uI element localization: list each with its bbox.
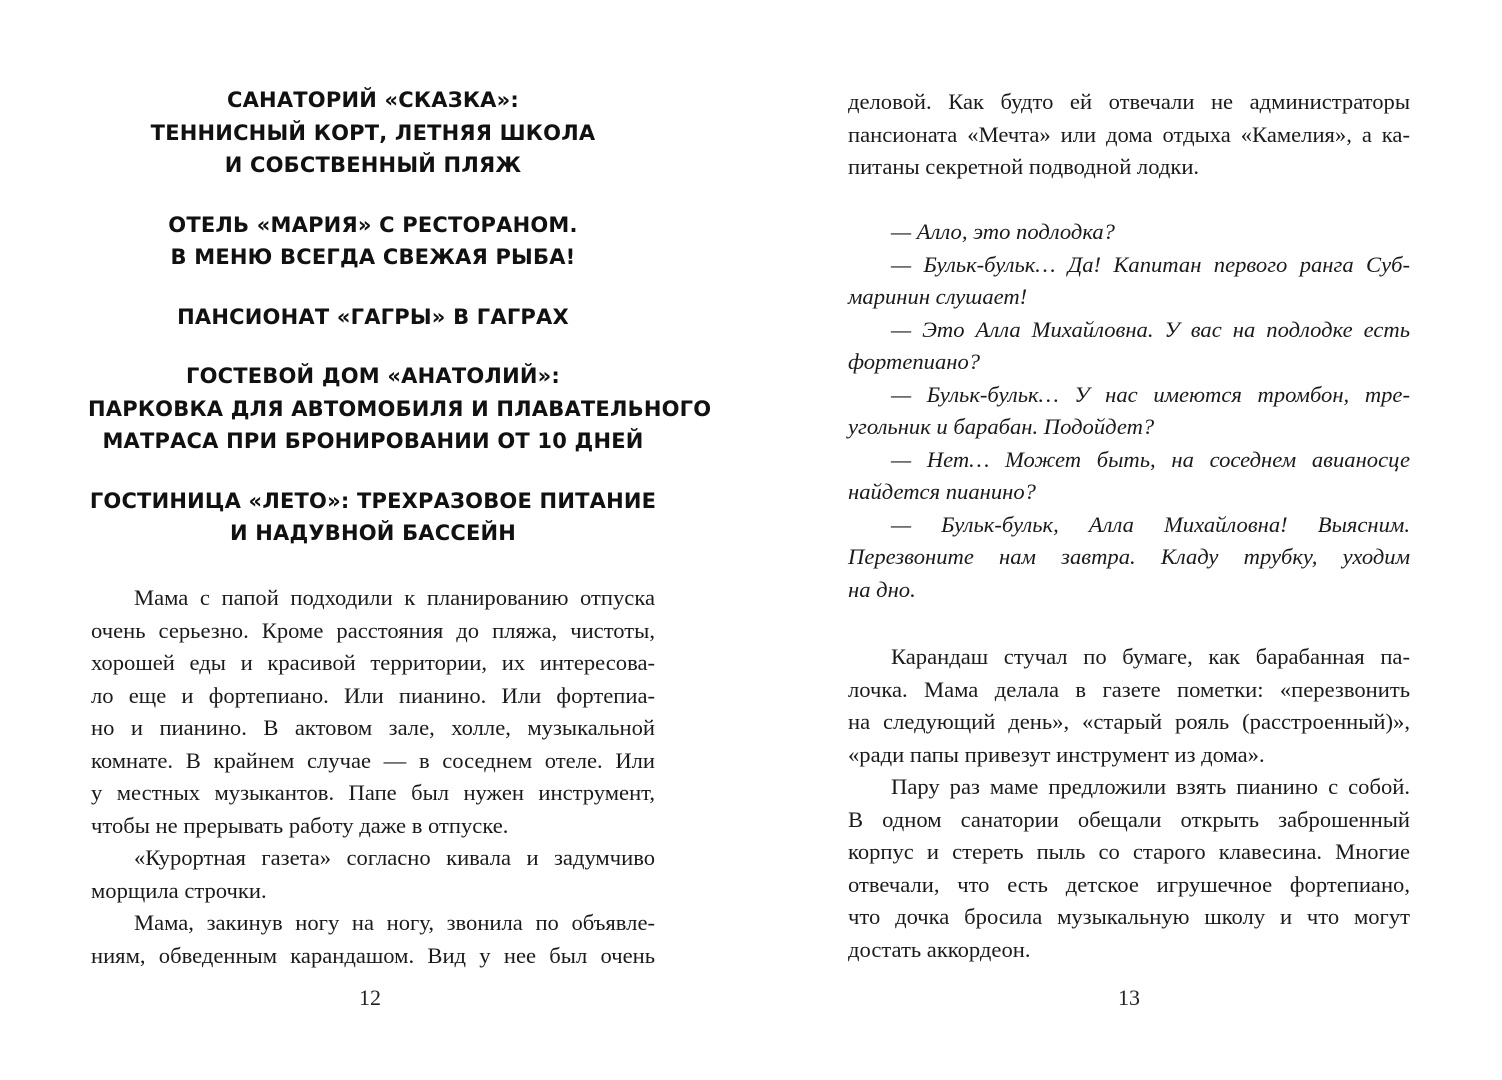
text-line: Карандаш стучал по бумаге, как барабанная па-: [891, 644, 1410, 669]
dialogue-line: на дно.: [848, 576, 916, 602]
text-line: что дочка бросила музыкальную школу и что могут: [848, 904, 1410, 929]
text-line: у местных музыкантов. Папе был нужен инструмент,: [91, 780, 655, 805]
ad-line: ТЕННИСНЫЙ КОРТ, ЛЕТНЯЯ ШКОЛА: [150, 120, 596, 145]
dialogue-line: маринин слушает!: [848, 284, 1028, 309]
ad-line: И СОБСТВЕННЫЙ ПЛЯЖ: [224, 153, 522, 177]
submarine-dialogue: [848, 216, 1410, 606]
page-number-right: 13: [1118, 985, 1140, 1010]
ad-line: ОТЕЛЬ «МАРИЯ» С РЕСТОРАНОМ.: [168, 212, 578, 237]
right-top-text: [848, 86, 1410, 184]
text-line: ло еще и фортепиано. Или пианино. Или фортепиа-: [91, 682, 655, 708]
text-line: питаны секретной подводной лодки.: [848, 154, 1200, 179]
ad-line: МАТРАСА ПРИ БРОНИРОВАНИИ ОТ 10 ДНЕЙ: [102, 429, 644, 453]
dialogue-line: — Это Алла Михайловна. У вас на подлодке есть: [891, 316, 1410, 342]
dialogue-line: — Нет… Может быть, на соседнем авианосце: [891, 446, 1410, 472]
text-line: но и пианино. В актовом зале, холле, музыкальной: [91, 715, 655, 740]
text-line: очень серьезно. Кроме расстояния до пляжа, чистоты,: [91, 617, 655, 643]
ad-line: ПАНСИОНАТ «ГАГРЫ» В ГАГРАХ: [177, 304, 569, 329]
text-line: деловой. Как будто ей отвечали не администраторы: [848, 89, 1410, 114]
right-bottom-text: [848, 641, 1410, 966]
text-line: В одном санатории обещали открыть заброшенный: [848, 806, 1410, 832]
text-line: «Курортная газета» согласно кивала и задумчиво: [134, 845, 655, 870]
text-line: ниям, обведенным карандашом. Вид у нее был очень: [91, 942, 655, 968]
text-line: Мама с папой подходили к планированию отпуска: [134, 585, 655, 610]
dialogue-line: угольник и барабан. Подойдет?: [848, 414, 1155, 439]
ad-hotel-maria: [88, 209, 658, 274]
ad-guesthouse-anatoliy: [88, 360, 712, 458]
ad-line: И НАДУВНОЙ БАССЕЙН: [229, 521, 517, 545]
text-line: хорошей еды и красивой территории, их интересова-: [91, 650, 655, 675]
ad-line: ГОСТИНИЦА «ЛЕТО»: ТРЕХРАЗОВОЕ ПИТАНИЕ: [89, 488, 657, 513]
text-line: Пару раз маме предложили взять пианино с собой.: [891, 774, 1410, 799]
ad-line: САНАТОРИЙ «СКАЗКА»:: [226, 88, 520, 112]
dialogue-line: — Бульк-бульк, Алла Михайловна! Выясним.: [891, 511, 1410, 537]
dialogue-line: фортепиано?: [848, 349, 981, 374]
text-line: чтобы не прерывать работу даже в отпуске.: [91, 812, 509, 838]
ad-line: ГОСТЕВОЙ ДОМ «АНАТОЛИЙ»:: [185, 364, 560, 388]
text-line: Мама, закинув ногу на ногу, звонила по объявле-: [134, 910, 655, 935]
ad-sanatorium-skazka: [88, 84, 658, 182]
dialogue-line: — Бульк-бульк… Да! Капитан первого ранга Суб-: [891, 251, 1410, 277]
text-line: корпус и стереть пыль со старого клавесина. Многие: [848, 839, 1410, 864]
ad-pension-gagry: [88, 301, 658, 334]
left-body-text: [91, 582, 655, 972]
advertisements-block: [88, 84, 712, 550]
text-line: комнате. В крайнем случае — в соседнем отеле. Или: [91, 747, 655, 773]
dialogue-line: найдется пианино?: [848, 479, 1036, 504]
dialogue-line: — Бульк-бульк… У нас имеются тромбон, тре-: [891, 381, 1410, 407]
text-line: пансионата «Мечта» или дома отдыха «Камелия», а ка-: [848, 121, 1410, 147]
ad-line: В МЕНЮ ВСЕГДА СВЕЖАЯ РЫБА!: [170, 245, 576, 269]
ad-line: ПАРКОВКА ДЛЯ АВТОМОБИЛЯ И ПЛАВАТЕЛЬНОГО: [88, 396, 712, 421]
text-line: лочка. Мама делала в газете пометки: «перезвонить: [848, 676, 1410, 702]
text-line: на следующий день», «старый рояль (расстроенный)»,: [848, 709, 1410, 734]
text-line: «ради папы привезут инструмент из дома».: [848, 741, 1265, 767]
text-line: морщила строчки.: [91, 877, 267, 903]
right-page: [751, 0, 1502, 1080]
ad-hotel-leto: [88, 485, 658, 550]
text-line: отвечали, что есть детское игрушечное фортепиано,: [848, 871, 1410, 897]
page-number-left: 12: [359, 985, 381, 1010]
dialogue-line: Перезвоните нам завтра. Кладу трубку, уходим: [848, 544, 1410, 569]
dialogue-line: — Алло, это подлодка?: [891, 219, 1115, 244]
text-line: достать аккордеон.: [848, 936, 1031, 962]
